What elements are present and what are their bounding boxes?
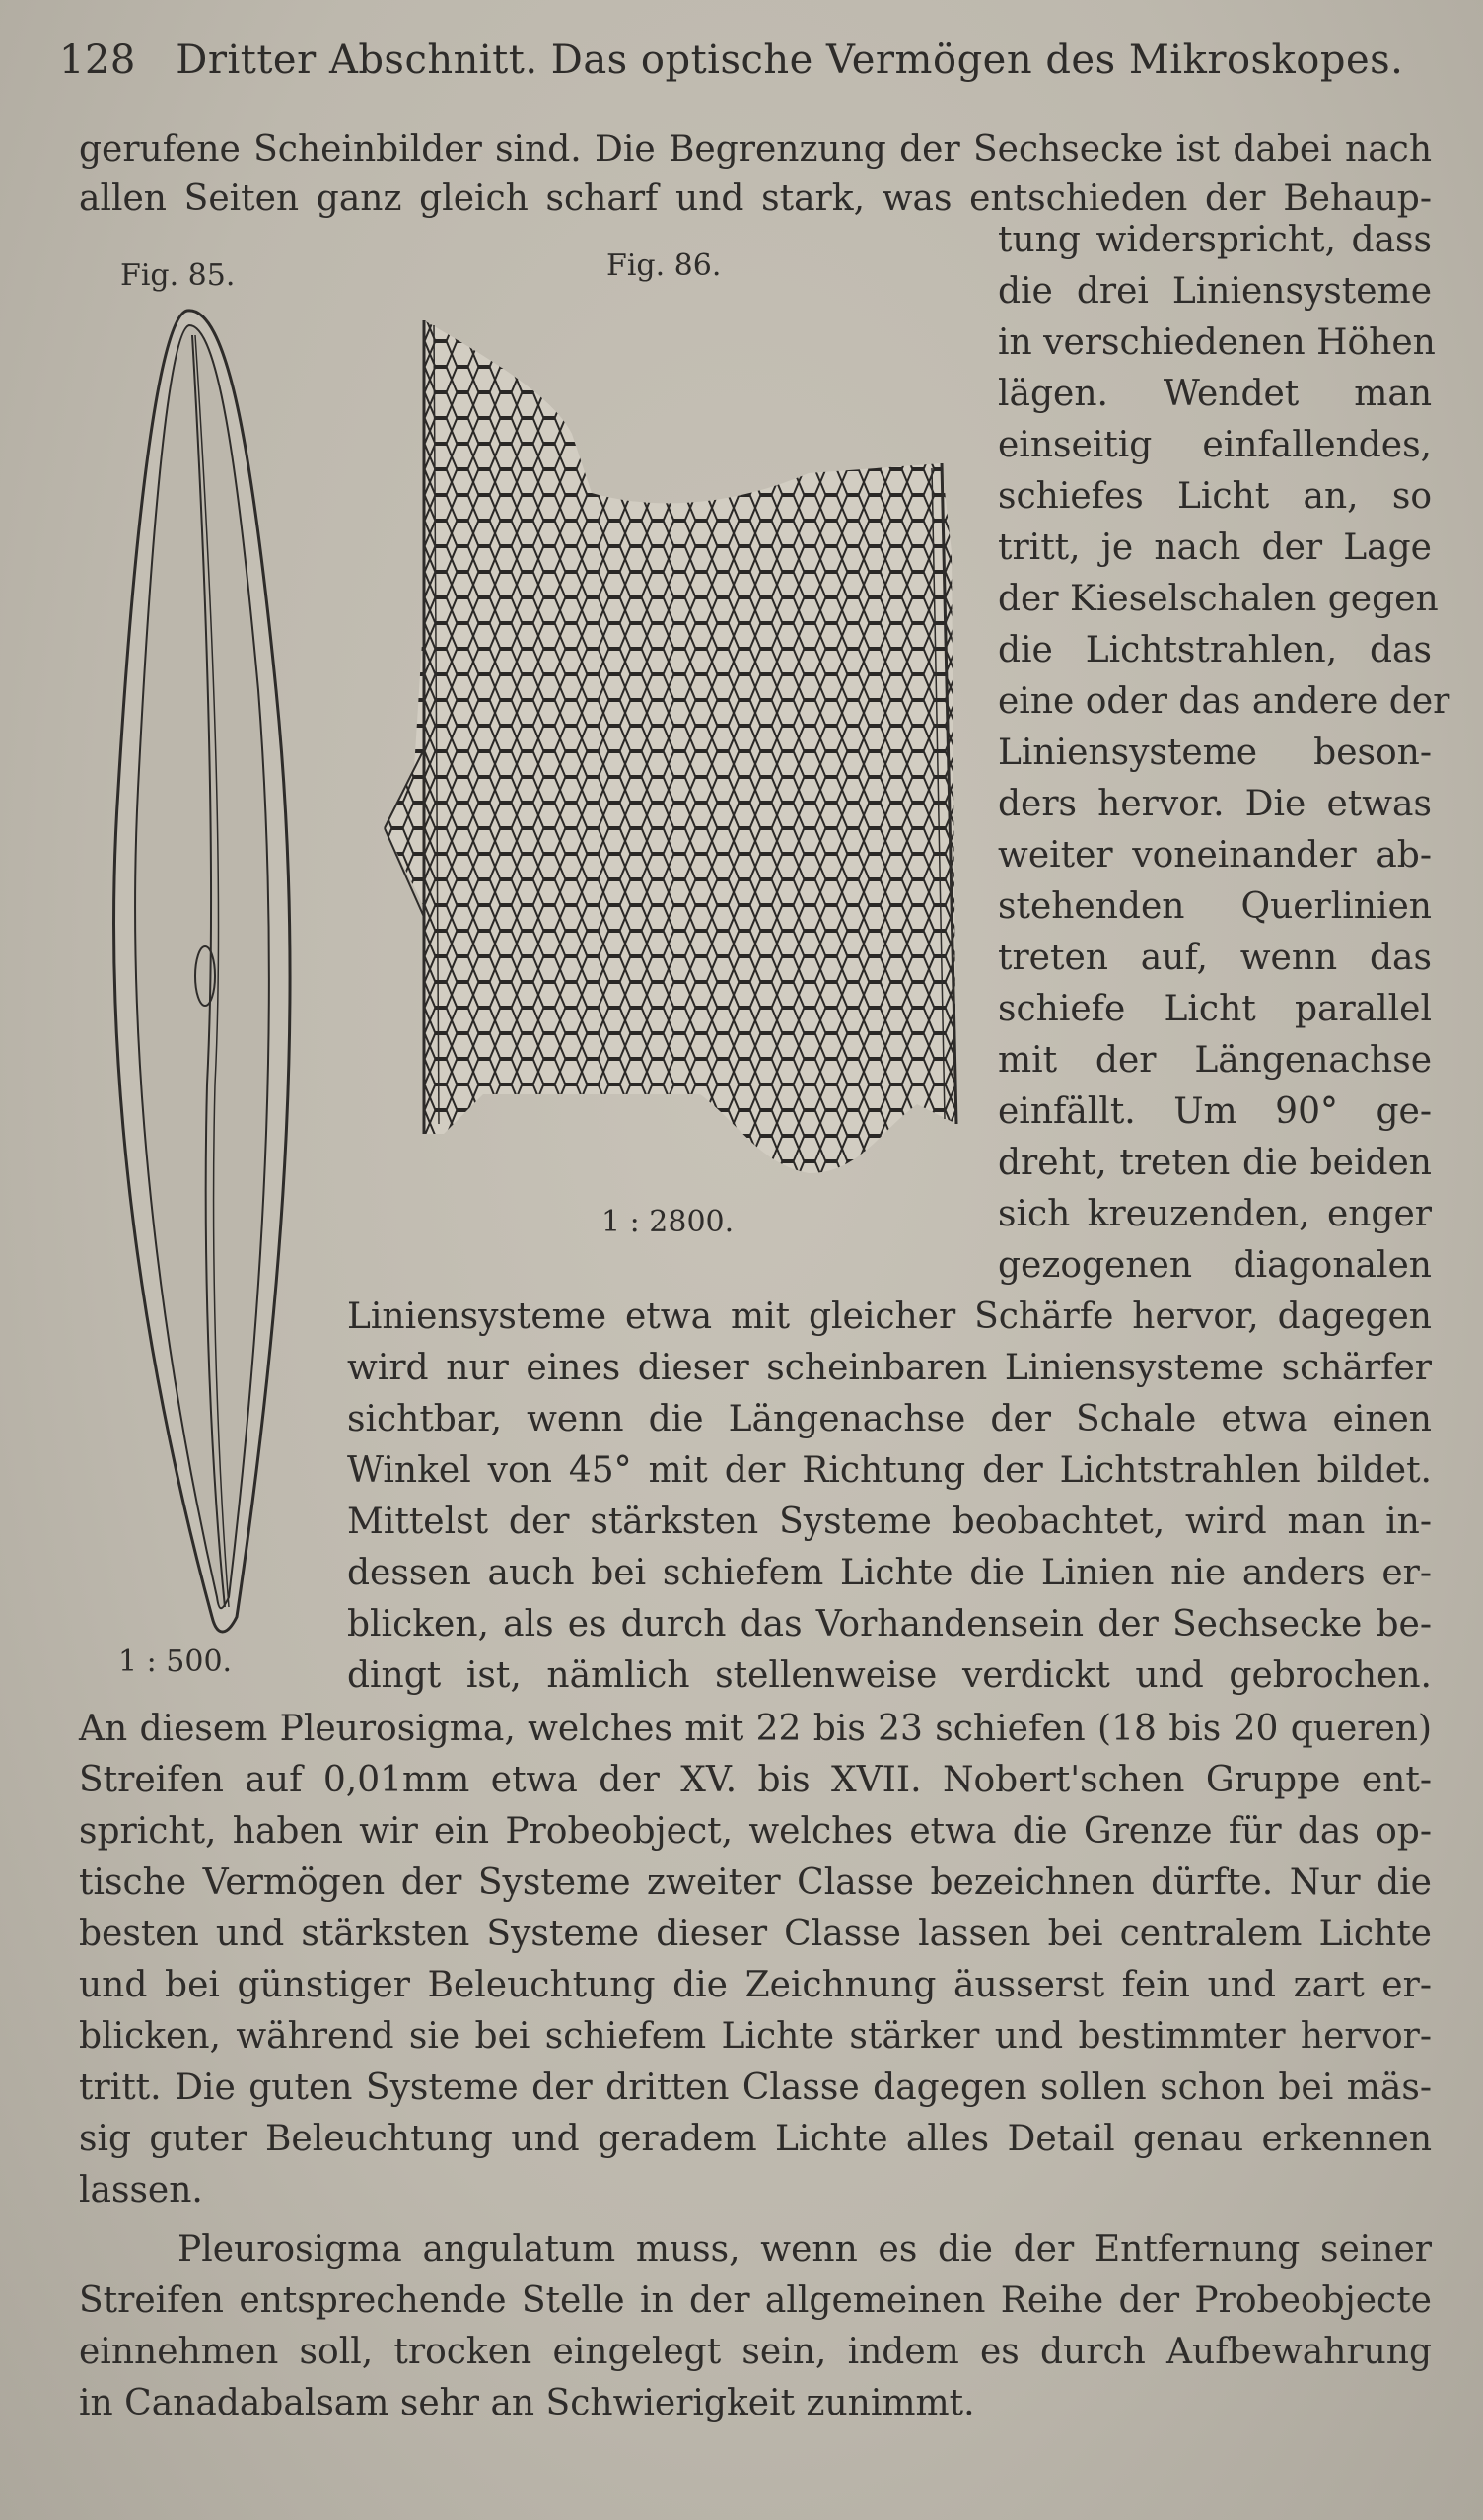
text-line: besten und stärksten Systeme dieser Classe lassen bei centralem Lichte (79, 1914, 1432, 1954)
fig85-diatom-drawing (79, 296, 335, 1646)
text-line: spricht, haben wir ein Probeobject, welches etwa die Grenze für das op- (79, 1811, 1432, 1852)
text-line: blicken, während sie bei schiefem Lichte stärker und bestimmter hervor- (79, 2016, 1432, 2057)
text-line: tritt. Die guten Systeme der dritten Classe dagegen sollen schon bei mäs- (79, 2067, 1432, 2108)
text-line: gezogenen diagonalen (998, 1245, 1432, 1286)
text-line: einseitig einfallendes, (998, 425, 1432, 465)
text-line: einfällt. Um 90° ge- (998, 1091, 1432, 1132)
text-line: lassen. (79, 2170, 203, 2210)
text-line: die Lichtstrahlen, das (998, 630, 1432, 670)
fig86-hexagon-pattern-drawing (365, 315, 966, 1183)
text-line: ders hervor. Die etwas (998, 784, 1432, 824)
text-line: schiefe Licht parallel (998, 989, 1432, 1029)
text-line: Liniensysteme beson- (998, 733, 1432, 773)
text-line: in Canadabalsam sehr an Schwierigkeit zunimmt. (79, 2383, 975, 2423)
text-line: tritt, je nach der Lage (998, 527, 1432, 568)
text-line: sig guter Beleuchtung und geradem Lichte alles Detail genau erkennen (79, 2119, 1432, 2159)
fig86-scale: 1 : 2800. (601, 1205, 735, 1239)
text-line: stehenden Querlinien (998, 886, 1432, 927)
text-line: schiefes Licht an, so (998, 476, 1432, 517)
text-line: dingt ist, nämlich stellenweise verdickt und gebrochen. (347, 1655, 1432, 1696)
text-line: Winkel von 45° mit der Richtung der Lichtstrahlen bildet. (347, 1450, 1432, 1491)
text-line: blicken, als es durch das Vorhandensein der Sechsecke be- (347, 1604, 1432, 1645)
text-line: in verschiedenen Höhen (998, 322, 1436, 363)
page-header (59, 37, 1440, 83)
fig85-label: Fig. 85. (120, 258, 236, 293)
page-number: 128 (59, 37, 136, 83)
text-line: wird nur eines dieser scheinbaren Liniensysteme schärfer (347, 1348, 1432, 1388)
fig86-label: Fig. 86. (606, 248, 722, 283)
text-line: eine oder das andere der (998, 681, 1450, 722)
text-line: lägen. Wendet man (998, 374, 1432, 414)
text-line: sich kreuzenden, enger (998, 1194, 1432, 1234)
text-line: An diesem Pleurosigma, welches mit 22 bis 23 schiefen (18 bis 20 queren) (79, 1709, 1432, 1749)
text-line: die drei Liniensysteme (998, 271, 1432, 312)
text-line: und bei günstiger Beleuchtung die Zeichnung äusserst fein und zart er- (79, 1965, 1432, 2005)
text-line: weiter voneinander ab- (998, 835, 1432, 875)
text-line: Streifen entsprechende Stelle in der allgemeinen Reihe der Probeobjecte (79, 2280, 1432, 2321)
text-line: gerufene Scheinbilder sind. Die Begrenzung der Sechsecke ist dabei nach (79, 129, 1432, 170)
text-line: einnehmen soll, trocken eingelegt sein, indem es durch Aufbewahrung (79, 2332, 1432, 2372)
text-line: dreht, treten die beiden (998, 1143, 1432, 1183)
text-line: treten auf, wenn das (998, 938, 1432, 978)
text-line: Streifen auf 0,01mm etwa der XV. bis XVII. Nobert'schen Gruppe ent- (79, 1760, 1432, 1800)
text-line: Mittelst der stärksten Systeme beobachtet, wird man in- (347, 1502, 1432, 1542)
fig85-scale: 1 : 500. (118, 1645, 233, 1679)
text-line: tische Vermögen der Systeme zweiter Classe bezeichnen dürfte. Nur die (79, 1862, 1432, 1903)
text-line: sichtbar, wenn die Längenachse der Schale etwa einen (347, 1399, 1432, 1439)
running-title: Dritter Abschnitt. Das optische Vermögen des Mikroskopes. (176, 37, 1404, 83)
text-line: Liniensysteme etwa mit gleicher Schärfe hervor, dagegen (347, 1296, 1432, 1337)
text-line: der Kieselschalen gegen (998, 579, 1439, 619)
text-line: Pleurosigma angulatum muss, wenn es die der Entfernung seiner (177, 2229, 1432, 2270)
text-line: mit der Längenachse (998, 1040, 1432, 1081)
text-line: allen Seiten ganz gleich scharf und stark, was entschieden der Behaup- (79, 178, 1432, 219)
text-line: tung widerspricht, dass (998, 220, 1432, 260)
text-line: dessen auch bei schiefem Lichte die Linien nie anders er- (347, 1553, 1432, 1593)
